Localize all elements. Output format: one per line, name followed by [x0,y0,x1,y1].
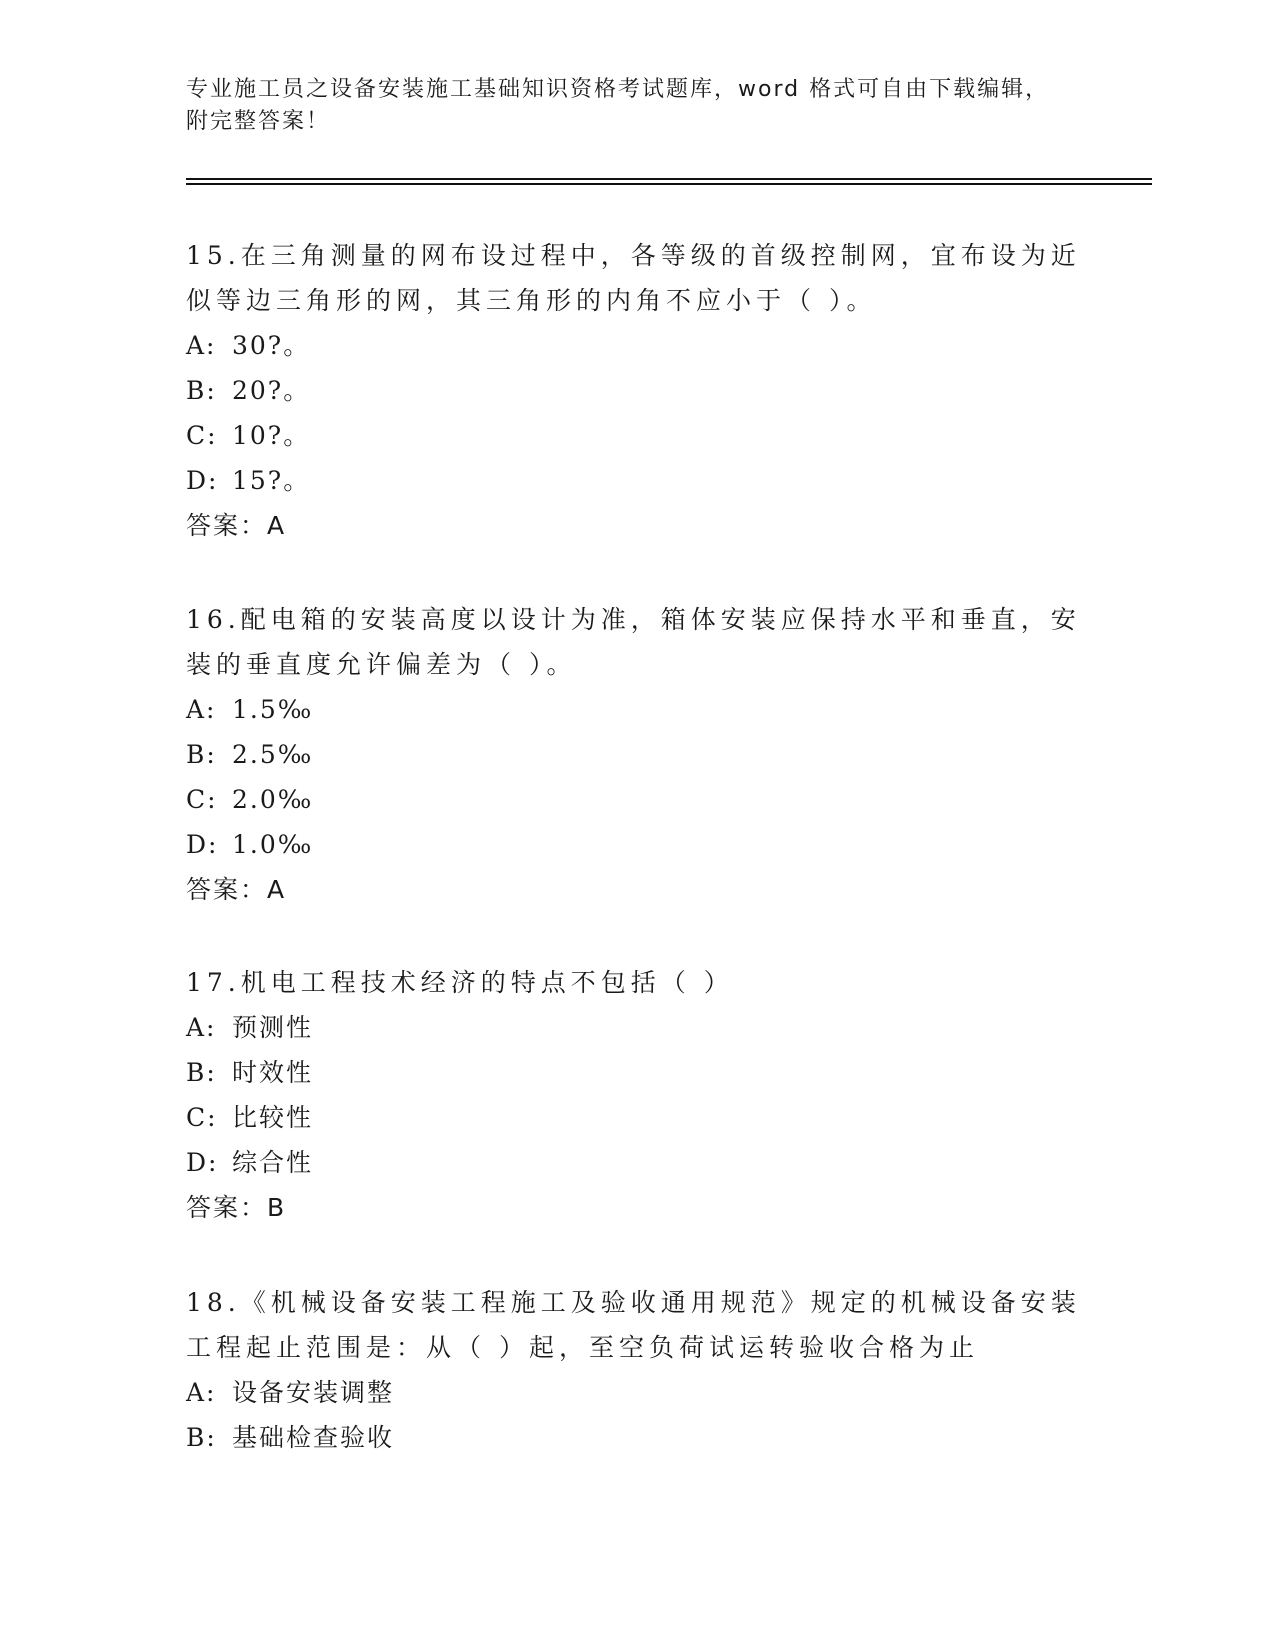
option-letter: D: [186,466,219,495]
option-a [186,1005,1086,1050]
option-letter: A: [186,1378,217,1407]
option-value: 基础检查验收 [232,1423,395,1452]
option-value: 30?。 [232,331,311,360]
option-value: 综合性 [232,1148,314,1177]
option-c [186,1095,1086,1140]
option-b [186,1050,1086,1095]
option-c [186,413,1086,458]
option-letter: C: [186,421,218,450]
option-value: 15?。 [232,466,311,495]
option-value: 时效性 [232,1058,314,1087]
question-text: 16.配电箱的安装高度以设计为准，箱体安装应保持水平和垂直，安装的垂直度允许偏差为（ ）。 [186,605,1081,679]
header-line-2: 附完整答案！ [186,109,331,134]
question-text: 15.在三角测量的网布设过程中，各等级的首级控制网，宜布设为近似等边三角形的网，其三角形的内角不应小于（ ）。 [186,241,1081,315]
option-a [186,687,1086,732]
header-divider-top [186,178,1152,180]
option-a [186,1370,1086,1415]
option-letter: B: [186,740,217,769]
option-d [186,822,1086,867]
option-value: 2.5‰ [232,740,314,769]
option-value: 设备安装调整 [232,1378,395,1407]
option-value: 1.5‰ [232,695,314,724]
option-letter: A: [186,331,217,360]
option-value: 预测性 [232,1013,314,1042]
option-value: 1.0‰ [232,830,314,859]
option-value: 比较性 [232,1103,314,1132]
option-b [186,368,1086,413]
option-letter: B: [186,1058,217,1087]
option-value: 2.0‰ [232,785,314,814]
header-divider-bottom [186,183,1152,185]
option-value: 10?。 [232,421,311,450]
option-c [186,777,1086,822]
question-text: 17.机电工程技术经济的特点不包括（ ） [186,968,734,997]
option-b [186,1415,1086,1460]
answer-line: 答案：B [186,1193,287,1222]
header-line-1: 专业施工员之设备安装施工基础知识资格考试题库，word 格式可自由下载编辑， [186,77,1050,102]
question-text: 18.《机械设备安装工程施工及验收通用规范》规定的机械设备安装工程起止范围是：从（ ）起，至空负荷试运转验收合格为止 [186,1288,1081,1362]
document-header [186,74,1066,138]
option-letter: D: [186,1148,219,1177]
option-a [186,323,1086,368]
question-17 [186,960,1086,1230]
option-d [186,1140,1086,1185]
option-d [186,458,1086,503]
question-16 [186,597,1086,912]
option-letter: A: [186,695,217,724]
option-value: 20?。 [232,376,311,405]
answer-line: 答案：A [186,511,287,540]
option-b [186,732,1086,777]
question-18 [186,1280,1086,1460]
option-letter: D: [186,830,219,859]
option-letter: A: [186,1013,217,1042]
option-letter: B: [186,1423,217,1452]
question-15 [186,233,1086,548]
option-letter: C: [186,1103,218,1132]
option-letter: B: [186,376,217,405]
option-letter: C: [186,785,218,814]
answer-line: 答案：A [186,875,287,904]
